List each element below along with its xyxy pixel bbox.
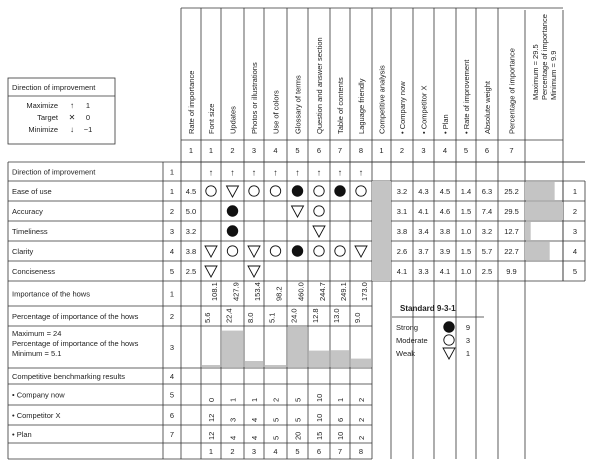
how-column-number: 8 [358, 447, 364, 456]
strong-relationship-symbol [292, 246, 302, 256]
how-percentage-value: 24.0 [289, 308, 299, 323]
competitive-value: 6.3 [481, 187, 493, 196]
how-percentage-value: 5.1 [267, 312, 277, 323]
how-importance-value: 244.7 [318, 282, 327, 301]
weak-relationship-symbol [227, 186, 239, 197]
how-column-number: 6 [316, 447, 322, 456]
moderate-relationship-symbol [206, 186, 216, 196]
strong-relationship-symbol [227, 226, 237, 236]
requirement-label: Accuracy [12, 207, 43, 216]
moderate-relationship-symbol [314, 246, 324, 256]
how-percentage-value: 8.0 [246, 312, 255, 323]
how-percentage-value: 12.8 [311, 308, 320, 323]
competitive-value: 1.4 [460, 187, 472, 196]
competitive-value: 7.4 [481, 207, 493, 216]
column-number: 5 [463, 146, 469, 155]
how-percentage-value: 22.4 [224, 308, 234, 323]
hows-row-number: 7 [169, 430, 175, 439]
how-importance-bar [265, 365, 286, 367]
strong-relationship-symbol [335, 186, 345, 196]
legend-label: Moderate [396, 336, 428, 345]
direction-legend-title: Direction of improvement [12, 83, 96, 92]
how-importance-value: 153.4 [253, 282, 262, 301]
competitive-value: 2.6 [396, 247, 408, 256]
column-number: 2 [399, 146, 405, 155]
competitive-value: 4.6 [439, 207, 451, 216]
column-header-label: Competitive analysis [377, 65, 387, 134]
column-header-label: Font size [207, 103, 216, 134]
competitor-x-value: 4 [250, 417, 259, 422]
column-header-label: Updates [228, 106, 238, 134]
how-importance-bar [202, 365, 220, 367]
improvement-arrow: ↑ [337, 167, 343, 178]
how-importance-value: 108.1 [210, 282, 219, 301]
how-importance-value: 249.1 [339, 282, 348, 301]
improvement-arrow: ↑ [358, 167, 364, 178]
direction-legend-label: Minimize [28, 125, 58, 134]
column-header-label: Laguage friendly [357, 78, 366, 134]
weak-relationship-symbol [205, 266, 217, 277]
how-importance-bar [309, 351, 329, 367]
how-percentage-value: 13.0 [332, 308, 341, 323]
weak-relationship-symbol [292, 206, 304, 217]
hows-row-label: Competitive benchmarking results [12, 372, 125, 381]
requirement-end-number: 4 [572, 247, 578, 256]
strong-relationship-symbol [292, 186, 302, 196]
weak-relationship-symbol [248, 266, 260, 277]
column-header-label: Table of contents [336, 77, 345, 134]
moderate-relationship-symbol [227, 246, 237, 256]
competitive-value: 3.8 [439, 227, 451, 236]
column-number: 1 [188, 146, 194, 155]
plan-value: 4 [250, 435, 259, 440]
competitive-value: 3.4 [418, 227, 429, 236]
company-now-value: 10 [315, 393, 324, 402]
column-number: 5 [295, 146, 300, 155]
competitive-value: 3.3 [418, 267, 429, 276]
requirement-number: 5 [169, 267, 175, 276]
competitive-value: 25.2 [504, 187, 519, 196]
legend-value: 3 [465, 336, 471, 345]
hows-row-label: Percentage of importance of the hows [12, 339, 139, 348]
rate-of-importance-value: 5.0 [185, 207, 197, 216]
improvement-arrow: ↑ [273, 167, 278, 178]
competitive-analysis-shade [372, 181, 391, 281]
rate-of-importance-value: 4.5 [185, 187, 197, 196]
how-importance-bar [245, 361, 263, 367]
legend-value: 1 [465, 349, 471, 358]
how-column-number: 4 [273, 447, 278, 456]
rate-of-importance-value: 3.8 [185, 247, 197, 256]
column-number: 1 [379, 146, 384, 155]
competitor-x-value: 5 [271, 417, 281, 422]
moderate-relationship-symbol [444, 335, 454, 345]
improvement-arrow: ↑ [230, 167, 235, 178]
competitive-value: 22.7 [504, 247, 519, 256]
how-column-number: 7 [337, 447, 343, 456]
competitive-value: 4.1 [418, 207, 429, 216]
how-percentage-value: 9.0 [353, 312, 362, 323]
competitive-value: 12.7 [504, 227, 519, 236]
hows-row-number: 1 [169, 289, 175, 299]
requirement-end-number: 2 [572, 207, 578, 216]
improvement-arrow: ↑ [208, 167, 214, 178]
competitive-value: 3.2 [396, 187, 408, 196]
column-number: 8 [358, 146, 364, 155]
hows-row-label: • Competitor X [12, 411, 61, 420]
column-number: 4 [273, 146, 278, 155]
row-label: Direction of improvement [12, 167, 96, 177]
competitor-x-value: 5 [293, 417, 303, 422]
column-header-label: • Competitor X [419, 85, 429, 134]
competitive-value: 1.0 [460, 227, 472, 236]
plan-value: 10 [336, 431, 345, 440]
plan-value: 20 [293, 431, 303, 440]
how-column-number: 3 [251, 447, 257, 456]
requirement-end-number: 1 [572, 187, 578, 196]
rate-of-importance-value: 2.5 [185, 267, 197, 276]
direction-legend-symbol: ↓ [70, 125, 74, 134]
requirement-label: Conciseness [12, 267, 55, 276]
company-now-value: 0 [207, 397, 216, 402]
competitive-value: 9.9 [506, 267, 517, 276]
direction-legend-symbol: ✕ [68, 113, 76, 122]
competitive-value: 3.1 [396, 207, 408, 216]
improvement-arrow: ↑ [295, 167, 300, 178]
competitive-value: 4.1 [396, 267, 408, 276]
legend-title: Standard 9-3-1 [400, 304, 456, 313]
column-header-label: Photos or illustrations [250, 62, 259, 134]
how-importance-value: 427.9 [231, 282, 241, 301]
direction-legend-value: 0 [85, 113, 91, 122]
plan-value: 5 [271, 435, 281, 440]
column-header-label: Minimum = 9.9 [549, 50, 558, 100]
column-header-label: Percentage of importance [507, 48, 517, 134]
competitive-value: 1.5 [460, 207, 472, 216]
weak-relationship-symbol [443, 348, 455, 359]
hows-row-number: 2 [169, 312, 175, 321]
hows-row-label: • Company now [12, 390, 65, 400]
competitive-value: 2.5 [481, 267, 493, 276]
requirement-label: Timeliness [12, 227, 48, 236]
competitor-x-value: 2 [357, 417, 366, 422]
weak-relationship-symbol [313, 226, 325, 237]
strong-relationship-symbol [444, 322, 454, 332]
column-number: 2 [230, 146, 235, 155]
competitive-value: 1.0 [460, 267, 472, 276]
plan-value: 4 [228, 435, 238, 440]
plan-value: 2 [357, 435, 366, 440]
column-header-label: Rate of importance [187, 70, 196, 134]
moderate-relationship-symbol [270, 186, 280, 196]
direction-legend-symbol: ↑ [70, 101, 74, 110]
competitive-value: 4.1 [439, 267, 451, 276]
requirement-number: 2 [169, 207, 175, 216]
importance-bar [525, 202, 563, 220]
direction-legend-label: Maximize [26, 101, 58, 110]
column-number: 7 [509, 146, 514, 155]
requirement-number: 1 [169, 187, 175, 196]
rate-of-importance-value: 3.2 [185, 227, 197, 236]
moderate-relationship-symbol [314, 186, 324, 196]
column-number: 3 [251, 146, 257, 155]
column-header-label: • Company now [398, 81, 407, 134]
weak-relationship-symbol [248, 246, 260, 257]
importance-bar [525, 222, 531, 240]
column-number: 1 [208, 146, 214, 155]
requirement-end-number: 3 [572, 227, 578, 236]
company-now-value: 1 [336, 397, 345, 402]
how-importance-value: 173.0 [360, 282, 369, 301]
hows-row-number: 3 [169, 343, 175, 352]
competitive-value: 3.2 [481, 227, 493, 236]
competitor-x-value: 3 [228, 417, 238, 422]
improvement-arrow: ↑ [251, 167, 257, 178]
column-header-label: Maximum = 29.5 [531, 44, 540, 100]
column-header-label: • Rate of improvement [462, 59, 471, 134]
moderate-relationship-symbol [335, 246, 345, 256]
how-importance-bar [222, 331, 243, 367]
how-percentage-value: 5.6 [203, 312, 212, 323]
competitor-x-value: 12 [207, 413, 216, 422]
competitive-value: 3.9 [439, 247, 451, 256]
company-now-value: 5 [293, 397, 303, 402]
how-importance-value: 98.2 [274, 286, 284, 301]
requirement-label: Clarity [12, 247, 34, 256]
direction-legend-label: Target [37, 113, 58, 122]
hows-row-label: Minimum = 5.1 [12, 349, 62, 358]
column-number: 7 [337, 146, 343, 155]
company-now-value: 1 [250, 397, 259, 402]
column-number: 4 [442, 146, 448, 155]
competitive-value: 3.8 [396, 227, 408, 236]
hows-row-number: 4 [169, 372, 175, 381]
competitor-x-value: 6 [336, 417, 345, 422]
how-importance-bar [288, 327, 307, 367]
hows-row-label: Percentage of importance of the hows [12, 312, 139, 321]
legend-label: Strong [396, 323, 419, 332]
competitive-value: 29.5 [504, 207, 519, 216]
requirement-number: 4 [169, 247, 175, 256]
direction-legend-value: 1 [85, 101, 91, 110]
legend-label: Weak [396, 349, 416, 358]
competitive-value: 3.7 [418, 247, 429, 256]
importance-bar [525, 182, 555, 200]
plan-value: 15 [315, 431, 324, 440]
competitive-value: 5.7 [481, 247, 493, 256]
improvement-arrow: ↑ [316, 167, 322, 178]
column-number: 3 [421, 146, 426, 155]
requirement-end-number: 5 [572, 267, 578, 276]
requirement-label: Ease of use [12, 187, 52, 196]
how-importance-bar [331, 350, 349, 367]
column-header-label: Absolute weight [483, 81, 492, 134]
hows-row-label: • Plan [12, 430, 32, 439]
weak-relationship-symbol [355, 246, 367, 257]
competitive-value: 1.5 [460, 247, 472, 256]
moderate-relationship-symbol [356, 186, 366, 196]
weak-relationship-symbol [205, 246, 217, 257]
hows-row-number: 6 [169, 411, 175, 420]
row-number: 1 [169, 167, 175, 177]
company-now-value: 2 [357, 397, 366, 402]
company-now-value: 2 [271, 397, 281, 402]
how-importance-value: 460.0 [296, 282, 306, 301]
how-column-number: 5 [295, 447, 300, 456]
moderate-relationship-symbol [270, 246, 280, 256]
column-header-label: Glossary of terms [293, 75, 303, 134]
company-now-value: 1 [228, 397, 238, 402]
column-header-label: Question and answer section [315, 37, 324, 134]
legend-value: 9 [465, 323, 471, 332]
plan-value: 12 [207, 431, 216, 440]
hows-row-number: 5 [169, 390, 175, 400]
competitor-x-value: 10 [315, 413, 324, 422]
how-column-number: 1 [208, 447, 214, 456]
how-column-number: 2 [230, 447, 235, 456]
requirement-number: 3 [169, 227, 175, 236]
competitive-value: 4.5 [439, 187, 451, 196]
hows-row-label: Importance of the hows [12, 289, 90, 299]
column-header-label: • Plan [441, 114, 450, 134]
column-header-label: Percentage of importance [540, 14, 549, 100]
column-number: 6 [316, 146, 322, 155]
competitive-value: 4.3 [418, 187, 429, 196]
hows-row-label: Maximum = 24 [12, 329, 62, 338]
importance-bar [525, 242, 550, 260]
moderate-relationship-symbol [249, 186, 259, 196]
direction-legend-value: −1 [83, 125, 93, 134]
strong-relationship-symbol [227, 206, 237, 216]
column-number: 6 [484, 146, 490, 155]
how-importance-bar [351, 359, 371, 367]
column-header-label: Use of colors [271, 90, 281, 134]
moderate-relationship-symbol [314, 206, 324, 216]
